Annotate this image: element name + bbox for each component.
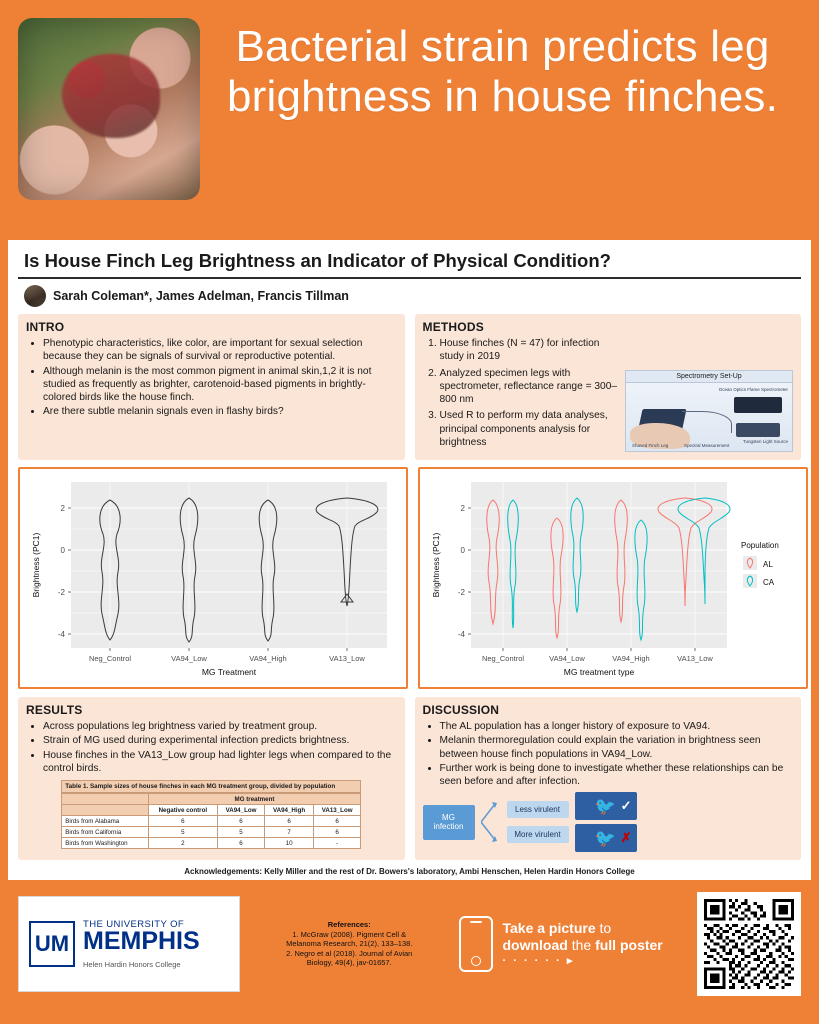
svg-text:Neg_Control: Neg_Control [88, 654, 132, 663]
table-cell: 6 [314, 827, 361, 838]
less-virulent-node: Less virulent [507, 801, 569, 818]
infection-diagram [423, 792, 794, 852]
logo-line-2: MEMPHIS [83, 927, 200, 956]
references [274, 920, 424, 968]
qr-code [704, 899, 794, 989]
table-cell: 6 [217, 816, 264, 827]
bird-outcome-healthy [575, 792, 637, 820]
table-cell: 6 [265, 816, 314, 827]
svg-text:Population: Population [741, 541, 779, 550]
svg-text:VA13_Low: VA13_Low [329, 654, 365, 663]
cta-line1-thin: to [595, 919, 612, 936]
violin-plot-all-svg [25, 474, 401, 682]
results-panel [18, 697, 405, 860]
bird-icon: 🐦 [594, 828, 617, 848]
acknowledgements: Acknowledgements: Kelly Miller and the rest of Dr. Bowers's laboratory, Ambi Henschen, Helen Hardin Honors College [184, 867, 635, 877]
figure-label-0: Shaved Finch Leg [632, 443, 669, 448]
qr-code-box [697, 892, 801, 996]
table-header-blank [62, 805, 149, 816]
intro-methods-row [18, 314, 801, 460]
diagram-arrows [481, 794, 501, 850]
methods-heading: METHODS [422, 320, 484, 334]
svg-text:Brightness (PC1): Brightness (PC1) [31, 532, 41, 598]
list-item: • Strain of MG used during experimental infection predicts brightness. [43, 734, 397, 747]
intro-bullets [26, 337, 397, 419]
table-row-label: Birds from California [62, 827, 149, 838]
svg-text:-2: -2 [457, 588, 465, 597]
table-row-label: Birds from Washington [62, 838, 149, 849]
svg-text:2: 2 [60, 504, 65, 513]
svg-text:AL: AL [763, 560, 773, 569]
authors-row [18, 285, 801, 314]
house-finch-photo [18, 18, 200, 200]
list-item: • Phenotypic characteristics, like color, are important for sexual selection because they can be signals of survival or reproductive potential. [43, 337, 397, 364]
methods-steps [423, 337, 620, 449]
svg-text:-2: -2 [57, 588, 65, 597]
cta-line1-bold: Take a picture [502, 919, 596, 936]
svg-text:MG treatment type: MG treatment type [563, 667, 635, 677]
svg-text:Neg_Control: Neg_Control [481, 654, 525, 663]
results-bullets [26, 720, 397, 775]
list-item: 1. House finches (N = 47) for infection study in 2019 [440, 337, 620, 364]
results-discussion-row [18, 697, 801, 860]
bird-icon: 🐦 [594, 796, 617, 816]
reference-item: 2. Negro et al (2018). Journal of Avian Biology, 49(4), jav-01657. [286, 948, 413, 968]
svg-text:VA94_Low: VA94_Low [549, 654, 585, 663]
cable-icon [682, 411, 732, 433]
svg-text:VA13_Low: VA13_Low [677, 654, 713, 663]
table-row [62, 838, 361, 849]
page-title: Bacterial strain predicts leg brightness in house finches. [226, 22, 779, 121]
spectrometer-icon [734, 397, 782, 413]
poster-subtitle: Is House Finch Leg Brightness an Indicator of Physical Condition? [18, 248, 801, 279]
cta-line2-thin: the [567, 937, 596, 954]
table-cell: 10 [265, 838, 314, 849]
cross-icon: ✗ [620, 830, 632, 846]
references-heading: References: [327, 920, 371, 930]
list-item: 3. Used R to perform my data analyses, principal components analysis for brightness [440, 409, 620, 449]
poster-footer [0, 880, 819, 1008]
list-item: • Melanin thermoregulation could explain the variation in brightness seen between house finch populations in VA94_Low. [440, 734, 794, 761]
violin-plot-all [18, 467, 408, 689]
figure-label-3: Spectral Measurement [684, 443, 730, 448]
svg-text:VA94_Low: VA94_Low [171, 654, 207, 663]
table-column-header: VA94_High [265, 805, 314, 816]
table-cell: 6 [148, 816, 217, 827]
phone-icon [459, 916, 493, 972]
table-cell: 7 [265, 827, 314, 838]
svg-text:-4: -4 [57, 630, 65, 639]
bird-outcome-sick [575, 824, 637, 852]
list-item: • The AL population has a longer history of exposure to VA94. [440, 720, 794, 733]
table-column-header: Negative control [148, 805, 217, 816]
table-cell: 2 [148, 838, 217, 849]
spectrometry-figure [625, 370, 793, 452]
university-logo [18, 896, 240, 992]
list-item: • Although melanin is the most common pigment in animal skin,1,2 it is not studied as frequently as brighter, carotenoid-based pigments in brightly-colored birds like the house finch. [43, 365, 397, 405]
svg-text:MG Treatment: MG Treatment [201, 667, 257, 677]
figure-label-2: Tungsten Light Source [742, 439, 788, 444]
table-cell: 6 [314, 816, 361, 827]
table-row [62, 816, 361, 827]
svg-text:Brightness (PC1): Brightness (PC1) [431, 532, 441, 598]
table-row [62, 794, 361, 805]
list-item: • House finches in the VA13_Low group had lighter legs when compared to the control birds. [43, 749, 397, 776]
table-row [62, 827, 361, 838]
dotted-arrow-icon: · · · · · · ▸ [502, 954, 575, 967]
results-heading: RESULTS [26, 703, 83, 717]
table-caption: Table 1. Sample sizes of house finches in each MG treatment group, divided by population [61, 780, 361, 793]
svg-text:2: 2 [460, 504, 465, 513]
table-cell: - [314, 838, 361, 849]
table-cell: 6 [217, 838, 264, 849]
svg-text:CA: CA [763, 578, 775, 587]
scan-cta [459, 916, 663, 972]
list-item: • Further work is being done to investigate whether these relationships can be seen before and after infection. [440, 762, 794, 789]
discussion-heading: DISCUSSION [422, 703, 500, 717]
table-row [62, 805, 361, 816]
poster-header [0, 0, 819, 240]
avatar [24, 285, 46, 307]
logo-line-1: THE UNIVERSITY OF [83, 919, 185, 931]
svg-text:0: 0 [460, 546, 465, 555]
plots-row [18, 467, 801, 689]
svg-text:VA94_High: VA94_High [249, 654, 287, 663]
table-cell: 5 [217, 827, 264, 838]
svg-text:0: 0 [60, 546, 65, 555]
spectrometry-figure-image [625, 382, 793, 452]
um-monogram-icon: UM [29, 921, 75, 967]
sample-size-table [61, 780, 361, 849]
authors-list: Sarah Coleman*, James Adelman, Francis Tillman [53, 289, 349, 303]
table-corner-cell [62, 794, 149, 805]
violin-plot-by-population [418, 467, 808, 689]
list-item: • Across populations leg brightness varied by treatment group. [43, 720, 397, 733]
reference-item: 1. McGraw (2008). Pigment Cell & Melanoma Research, 21(2), 133–138. [286, 929, 413, 949]
figure-label-1: Ocean Optics Flame Spectrometer [718, 387, 788, 392]
table-row-label: Birds from Alabama [62, 816, 149, 827]
check-icon: ✓ [620, 798, 632, 814]
cta-line2-bold1: download [502, 937, 568, 954]
methods-panel [415, 314, 802, 460]
violin-plot-by-population-svg [425, 474, 801, 682]
intro-panel [18, 314, 405, 460]
mg-infection-node: MG infection [423, 805, 475, 840]
logo-line-3: Helen Hardin Honors College [83, 959, 181, 969]
intro-heading: INTRO [26, 320, 65, 334]
table-column-header: VA94_Low [217, 805, 264, 816]
poster-body [8, 240, 811, 880]
list-item: • Are there subtle melanin signals even in flashy birds? [43, 405, 397, 418]
light-source-icon [736, 423, 780, 437]
more-virulent-node: More virulent [507, 826, 569, 843]
cta-line2-bold2: full poster [595, 937, 663, 954]
svg-text:-4: -4 [457, 630, 465, 639]
table-group-header: MG treatment [148, 794, 361, 805]
table-cell: 5 [148, 827, 217, 838]
spectrometry-figure-title: Spectrometry Set-Up [625, 370, 793, 382]
discussion-panel [415, 697, 802, 860]
discussion-bullets [423, 720, 794, 788]
svg-text:VA94_High: VA94_High [612, 654, 650, 663]
cta-text [503, 920, 663, 969]
list-item: 2. Analyzed specimen legs with spectrometer, reflectance range = 300–800 nm [440, 367, 620, 407]
table-column-header: VA13_Low [314, 805, 361, 816]
